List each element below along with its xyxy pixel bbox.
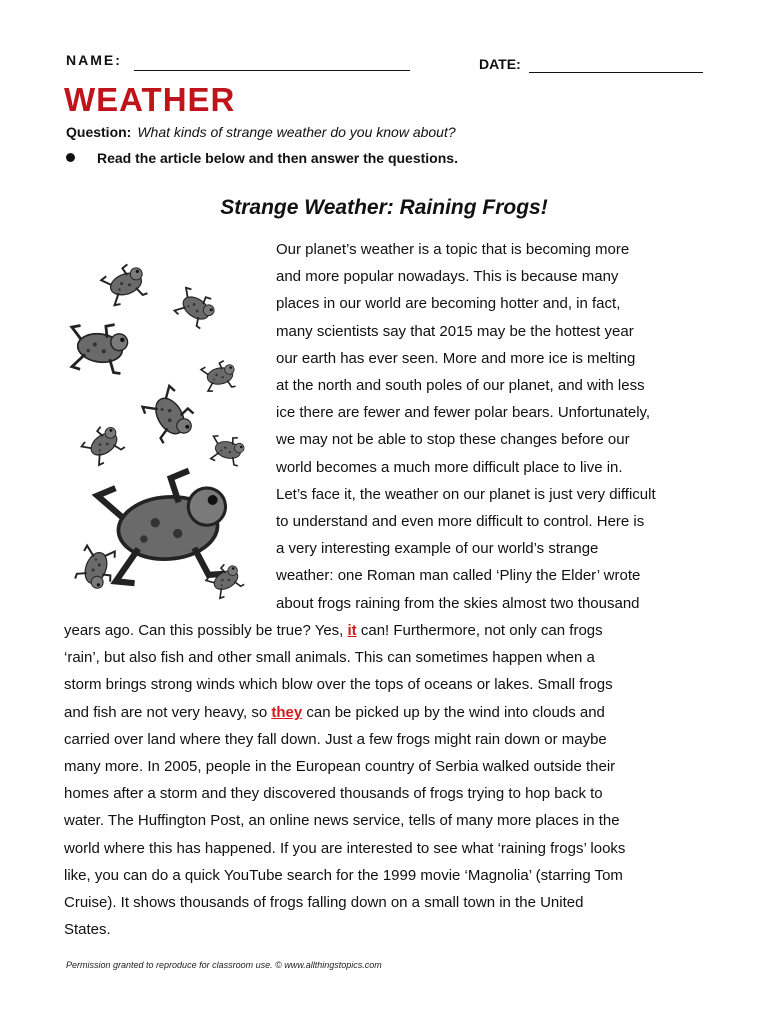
article-line: and more popular nowadays. This is because many — [276, 268, 619, 286]
line-text: can be picked up by the wind into clouds and — [302, 703, 605, 721]
article-line: places in our world are becoming hotter and, in fact, — [276, 295, 621, 313]
article-line: at the north and south poles of our planet, and with less — [276, 377, 645, 395]
article-paragraph-bottom — [64, 617, 710, 943]
article-line: water. The Huffington Post, an online news service, tells of many more places in the — [64, 812, 620, 830]
bullet-icon — [66, 153, 75, 162]
article-line: Let’s face it, the weather on our planet is just very difficult — [276, 485, 656, 503]
page-title: WEATHER — [64, 81, 236, 118]
article-line: about frogs raining from the skies almost two thousand — [276, 594, 640, 612]
instruction — [66, 150, 458, 166]
article-line: like, you can do a quick YouTube search for the 1999 movie ‘Magnolia’ (starring Tom — [64, 866, 623, 884]
article-line: storm brings strong winds which blow over the tops of oceans or lakes. Small frogs — [64, 676, 613, 694]
question-text: What kinds of strange weather do you know about? — [137, 124, 456, 140]
article-line: many scientists say that 2015 may be the hottest year — [276, 322, 634, 340]
article-line — [64, 617, 710, 644]
line-text: can! Furthermore, not only can frogs — [356, 622, 603, 639]
article-paragraph-top — [276, 236, 708, 617]
instruction-text: Read the article below and then answer the questions. — [97, 150, 458, 166]
highlighted-word-it: it — [347, 622, 357, 639]
article-line: Cruise). It shows thousands of frogs falling down on a small town in the United — [64, 894, 584, 912]
article-line: world where this has happened. If you are interested to see what ‘raining frogs’ looks — [64, 839, 626, 857]
article-line: our earth has ever seen. More and more ice is melting — [276, 349, 636, 367]
article-line: ‘rain’, but also fish and other small animals. This can sometimes happen when a — [64, 649, 595, 667]
footer-permission: Permission granted to reproduce for classroom use. © www.allthingstopics.com — [66, 960, 382, 970]
article-line: to understand and even more difficult to control. Here is — [276, 513, 645, 531]
highlighted-word-they: they — [271, 703, 303, 721]
article-line: ice there are fewer and fewer polar bears. Unfortunately, — [276, 404, 651, 422]
name-blank-line[interactable] — [134, 70, 410, 71]
date-label: DATE: — [479, 56, 521, 72]
header-row — [66, 48, 706, 78]
article-line — [64, 699, 710, 726]
falling-frogs-illustration — [64, 262, 260, 602]
question — [66, 124, 456, 140]
article-line: Our planet’s weather is a topic that is becoming more — [276, 241, 630, 258]
line-text: years ago. Can this possibly be true? Yes, — [64, 622, 348, 639]
article-line: world becomes a much more difficult place to live in. — [276, 458, 623, 476]
frogs-icon — [64, 262, 260, 602]
article-line: carried over land where they fall down. Just a few frogs might rain down or maybe — [64, 730, 607, 748]
article-line: we may not be able to stop these changes before our — [276, 431, 630, 449]
question-label: Question: — [66, 124, 132, 140]
article-title: Strange Weather: Raining Frogs! — [220, 196, 548, 219]
line-text: and fish are not very heavy, so — [64, 703, 272, 721]
article-line: a very interesting example of our world’s strange — [276, 540, 599, 558]
article-line: many more. In 2005, people in the European country of Serbia walked outside their — [64, 758, 616, 776]
date-blank-line[interactable] — [529, 72, 703, 73]
article-line: homes after a storm and they discovered thousands of frogs trying to hop back to — [64, 785, 603, 803]
name-label: NAME: — [66, 52, 122, 68]
article-line: States. — [64, 921, 111, 939]
article-line: weather: one Roman man called ‘Pliny the Elder’ wrote — [276, 567, 641, 585]
